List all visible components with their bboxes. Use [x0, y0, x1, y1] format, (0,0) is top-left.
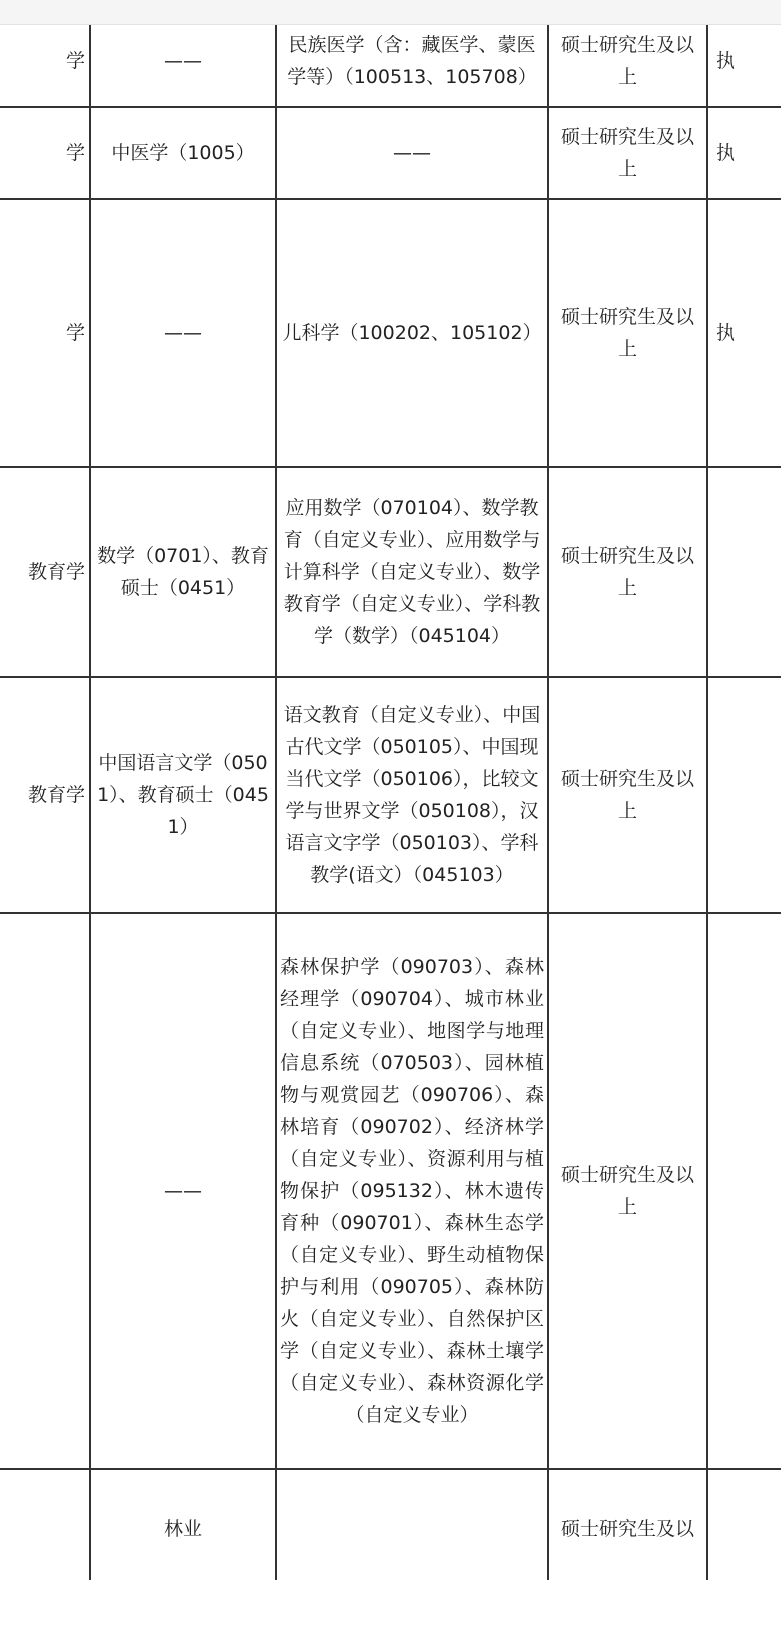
table-row [0, 199, 781, 467]
cell-other [707, 1469, 781, 1580]
cell-subject [0, 913, 90, 1469]
cell-other [707, 677, 781, 913]
table-row [0, 467, 781, 677]
cell-other [707, 467, 781, 677]
bottom-blank-area [0, 1580, 781, 1627]
cell-specialty: 儿科学（100202、105102） [276, 199, 548, 467]
cell-subject: 教育学 [0, 677, 90, 913]
cell-specialty: 森林保护学（090703）、森林经理学（090704）、城市林业（自定义专业）、地图学与地理信息系统（070503）、园林植物与观赏园艺（090706）、森林培育（090702）、经济林学（自定义专业）、资源利用与植物保护（095132）、林木遗传育种（090701）、森林生态学（自定义专业）、野生动植物保护与利用（090705）、森林防火（自定义专业）、自然保护区学（自定义专业）、森林土壤学（自定义专业）、森林资源化学（自定义专业） [276, 913, 548, 1469]
cell-major-category: 中国语言文学（0501）、教育硕士（0451） [90, 677, 276, 913]
cell-education: 硕士研究生及以上 [548, 913, 707, 1469]
table-row [0, 677, 781, 913]
cell-subject: 学 [0, 107, 90, 199]
cell-specialty [276, 1469, 548, 1580]
cell-major-category: 数学（0701）、教育硕士（0451） [90, 467, 276, 677]
table-row [0, 15, 781, 107]
cell-subject: 教育学 [0, 467, 90, 677]
cell-major-category: —— [90, 913, 276, 1469]
cell-major-category: —— [90, 199, 276, 467]
top-status-bar [0, 0, 781, 25]
cell-specialty: —— [276, 107, 548, 199]
cell-other: 执 [707, 199, 781, 467]
cell-other: 执 [707, 107, 781, 199]
cell-subject: 学 [0, 15, 90, 107]
positions-table [0, 14, 781, 1580]
cell-education: 硕士研究生及以上 [548, 467, 707, 677]
table-row [0, 913, 781, 1469]
cell-education: 硕士研究生及以上 [548, 677, 707, 913]
cell-other: 执 [707, 15, 781, 107]
cell-education: 硕士研究生及以上 [548, 15, 707, 107]
cell-major-category: 中医学（1005） [90, 107, 276, 199]
cell-specialty: 民族医学（含：藏医学、蒙医学等）（100513、105708） [276, 15, 548, 107]
cell-education: 硕士研究生及以上 [548, 107, 707, 199]
cell-major-category: —— [90, 15, 276, 107]
cell-specialty: 应用数学（070104）、数学教育（自定义专业）、应用数学与计算科学（自定义专业）、数学教育学（自定义专业）、学科教学（数学）（045104） [276, 467, 548, 677]
cell-other [707, 913, 781, 1469]
cell-education: 硕士研究生及以上 [548, 199, 707, 467]
cell-specialty: 语文教育（自定义专业）、中国古代文学（050105）、中国现当代文学（050106），比较文学与世界文学（050108），汉语言文字学（050103）、学科教学(语文）（045103） [276, 677, 548, 913]
cell-subject: 学 [0, 199, 90, 467]
cell-education: 硕士研究生及以 [548, 1469, 707, 1580]
table-row [0, 107, 781, 199]
cell-subject [0, 1469, 90, 1580]
cell-major-category: 林业 [90, 1469, 276, 1580]
table-row [0, 1469, 781, 1580]
